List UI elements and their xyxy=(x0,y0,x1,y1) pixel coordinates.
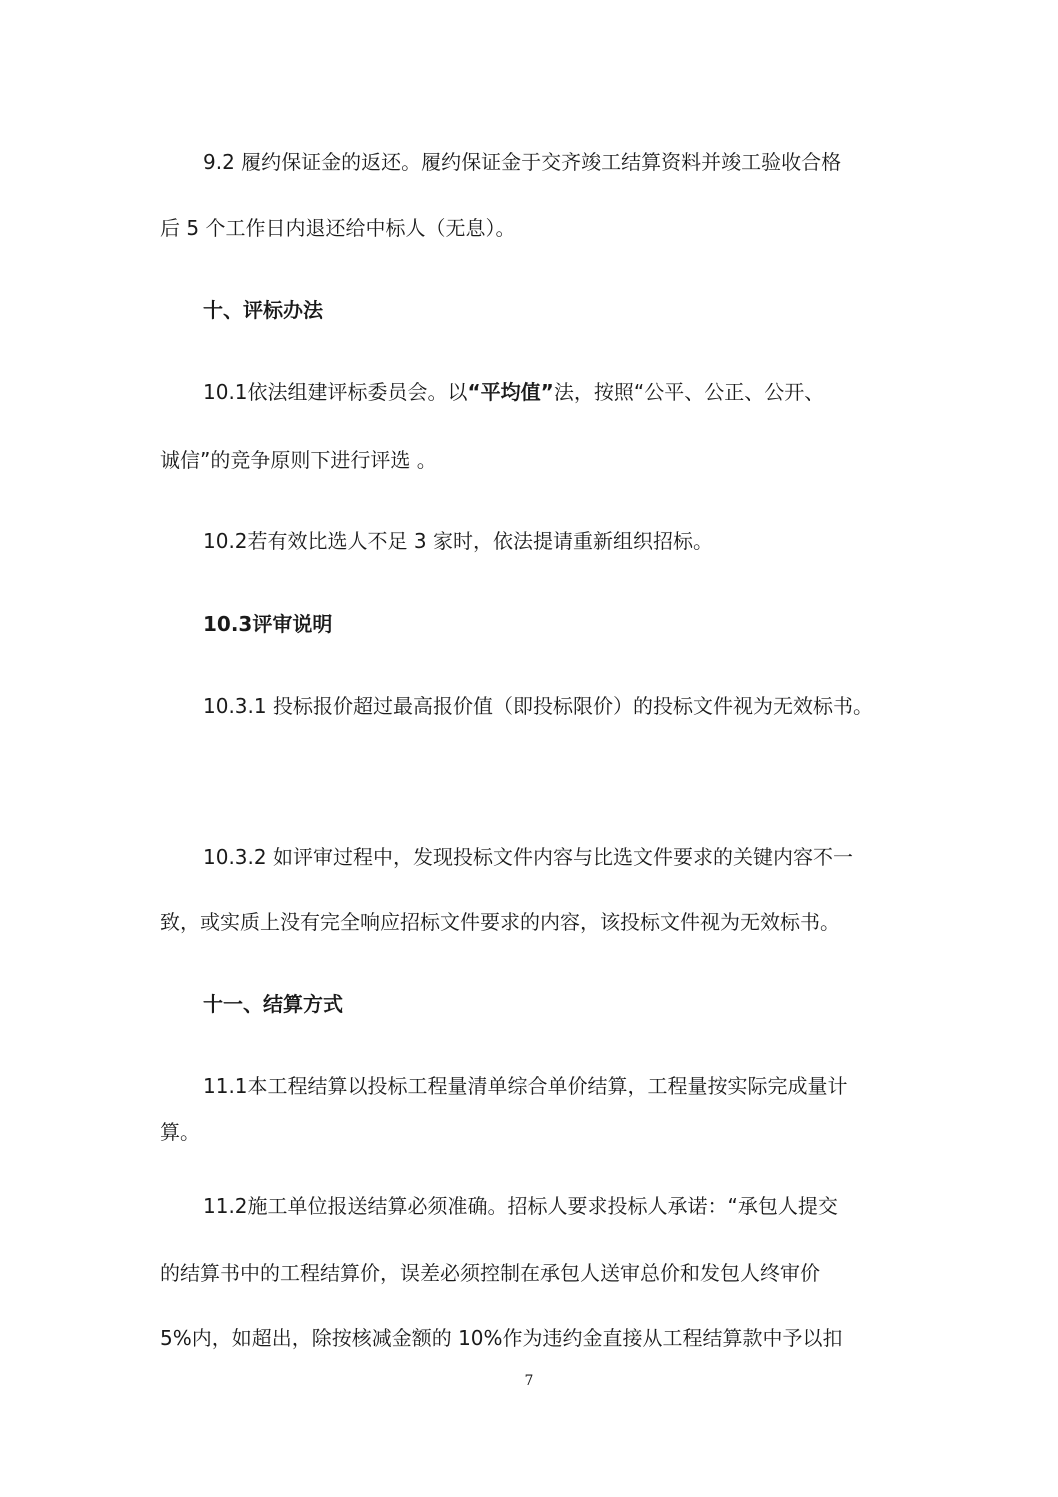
paragraph-10-3-2-line-2: 致，或实质上没有完全响应招标文件要求的内容，该投标文件视为无效标书。 xyxy=(160,910,840,934)
section-11-heading: 十一、结算方式 xyxy=(203,992,343,1016)
paragraph-11-1-line-2: 算。 xyxy=(160,1120,200,1144)
section-10-heading: 十、评标办法 xyxy=(203,298,323,322)
paragraph-10-1-suffix: 法，按照“公平、公正、公开、 xyxy=(553,380,825,404)
paragraph-10-2: 10.2若有效比选人不足 3 家时，依法提请重新组织招标。 xyxy=(203,529,713,553)
paragraph-11-2-line-2: 的结算书中的工程结算价，误差必须控制在承包人送审总价和发包人终审价 xyxy=(160,1261,820,1285)
paragraph-9-2-line-2: 后 5 个工作日内退还给中标人（无息）。 xyxy=(160,216,516,240)
paragraph-11-2-line-1: 11.2施工单位报送结算必须准确。招标人要求投标人承诺：“承包人提交 xyxy=(203,1194,838,1218)
paragraph-10-1-line-1 xyxy=(203,378,824,406)
paragraph-11-2-line-3: 5%内，如超出，除按核减金额的 10%作为违约金直接从工程结算款中予以扣 xyxy=(160,1326,843,1350)
paragraph-9-2-line-1: 9.2 履约保证金的返还。履约保证金于交齐竣工结算资料并竣工验收合格 xyxy=(203,150,842,174)
paragraph-10-1-prefix: 10.1依法组建评标委员会。以 xyxy=(203,380,468,404)
paragraph-10-1-line-2: 诚信”的竞争原则下进行评选 。 xyxy=(160,448,437,472)
paragraph-10-3-2-line-1: 10.3.2 如评审过程中，发现投标文件内容与比选文件要求的关键内容不一 xyxy=(203,845,853,869)
paragraph-11-1-line-1: 11.1本工程结算以投标工程量清单综合单价结算，工程量按实际完成量计 xyxy=(203,1074,848,1098)
subheading-10-3: 10.3评审说明 xyxy=(203,612,333,636)
paragraph-10-1-emphasis: “平均值” xyxy=(467,380,554,404)
page-number: 7 xyxy=(524,1373,534,1389)
paragraph-10-3-1: 10.3.1 投标报价超过最高报价值（即投标限价）的投标文件视为无效标书。 xyxy=(203,694,873,718)
